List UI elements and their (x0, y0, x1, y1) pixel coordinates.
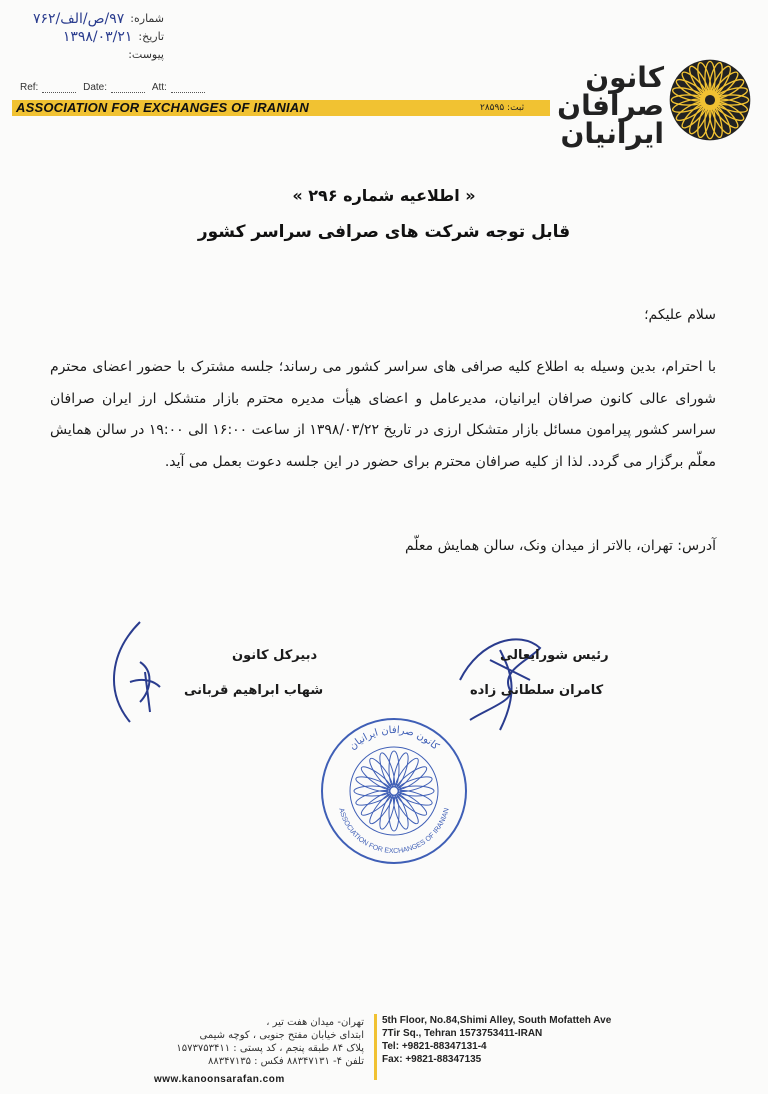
stamp-fa-text: کانون صرافان ایرانیان (347, 724, 441, 753)
announcement-subtitle: قابل توجه شرکت های صرافی سراسر کشور (197, 222, 571, 242)
number-label: شماره: (130, 12, 164, 25)
number-row (14, 10, 164, 28)
footer-divider (374, 1014, 377, 1080)
date-label: تاریخ: (138, 30, 164, 43)
footer-en-line: Tel: +9821-88347131-4 (382, 1041, 487, 1052)
signature-2-icon (100, 612, 190, 740)
announcement-title: « اطلاعیه شماره ۲۹۶ » (292, 186, 476, 205)
logo-line-3: ایرانیان (560, 117, 664, 150)
footer-en-line: 7Tir Sq., Tehran 1573753411-IRAN (382, 1028, 543, 1039)
registration-number: ثبت: ۲۸۵۹۵ (480, 103, 525, 113)
signatory-2-title: دبیرکل کانون (232, 648, 318, 663)
footer-fa-line: تلفن ۴- ۸۸۳۴۷۱۳۱ فکس : ۸۸۳۴۷۱۳۵ (207, 1056, 364, 1067)
ref-dots (42, 83, 76, 93)
att-label: Att: (151, 82, 167, 93)
attachment-row (14, 46, 164, 64)
signatory-1-title: رئیس شورایعالی (500, 648, 609, 663)
association-logo (557, 28, 760, 150)
greeting: سلام علیکم؛ (644, 307, 716, 323)
number-value: ۹۷/ص/الف/۷۶۲ (32, 11, 125, 27)
att-dots (171, 83, 205, 93)
ref-row (20, 82, 209, 93)
logo-wordmark (557, 61, 664, 150)
date-row (14, 28, 164, 46)
footer-en-line: Fax: +9821-88347135 (382, 1054, 482, 1065)
signatory-2-name: شهاب ابراهیم قربانی (184, 683, 324, 698)
footer-address-en (382, 1014, 611, 1066)
letter-body: با احترام، بدین وسیله به اطلاع کلیه صرافی های سراسر کشور می رساند؛ جلسه مشترک با حضور اعضای محترم شورای عالی کانون صرافان ایرانیان، مدیرعامل و اعضای هیأت مدیره محترم بازار متشکل ارز ایران صرافان سراسر کشور پیرامون مسائل بازار متشکل ارزی در تاریخ ۱۳۹۸/۰۳/۲۲ از ساعت ۱۶:۰۰ الی ۱۹:۰۰ در سالن همایش معلّم برگزار می گردد. لذا از کلیه صرافان محترم برای حضور در این جلسه دعوت بعمل می آید. (50, 359, 716, 470)
footer-fa-line: پلاک ۸۴ طبقه پنجم ، کد پستی : ۱۵۷۳۷۵۳۴۱۱ (176, 1043, 364, 1054)
footer-address-fa (150, 1016, 364, 1068)
official-stamp-icon (318, 715, 470, 867)
rosette-emblem-icon (668, 58, 752, 142)
meeting-address: آدرس: تهران، بالاتر از میدان ونک، سالن همایش معلّم (404, 538, 716, 554)
association-name: ASSOCIATION FOR EXCHANGES OF IRANIAN (16, 100, 309, 115)
svg-text:کانون صرافان ایرانیان (347, 725, 441, 753)
date-dots (111, 83, 145, 93)
attachment-label: پیوست: (128, 48, 164, 61)
signatory-1-name: کامران سلطانی زاده (470, 683, 604, 698)
date-value: ۱۳۹۸/۰۳/۲۱ (62, 29, 133, 45)
footer-en-line: 5th Floor, No.84,Shimi Alley, South Mofatteh Ave (382, 1015, 612, 1026)
logo-line-2: صرافان (557, 89, 664, 122)
footer-fa-line: ابتدای خیابان مفتح جنوبی ، کوچه شیمی (199, 1030, 364, 1041)
logo-line-1: کانون (585, 61, 664, 94)
stamp-en-text: ASSOCIATION FOR EXCHANGES OF IRANIAN (337, 807, 451, 856)
footer-fa-line: تهران- میدان هفت تیر ، (266, 1017, 364, 1028)
ref-label: Ref: (20, 82, 39, 93)
website-link[interactable]: www.kanoonsarafan.com (154, 1074, 285, 1085)
date-en-label: Date: (83, 82, 108, 93)
header-fields (14, 10, 164, 64)
